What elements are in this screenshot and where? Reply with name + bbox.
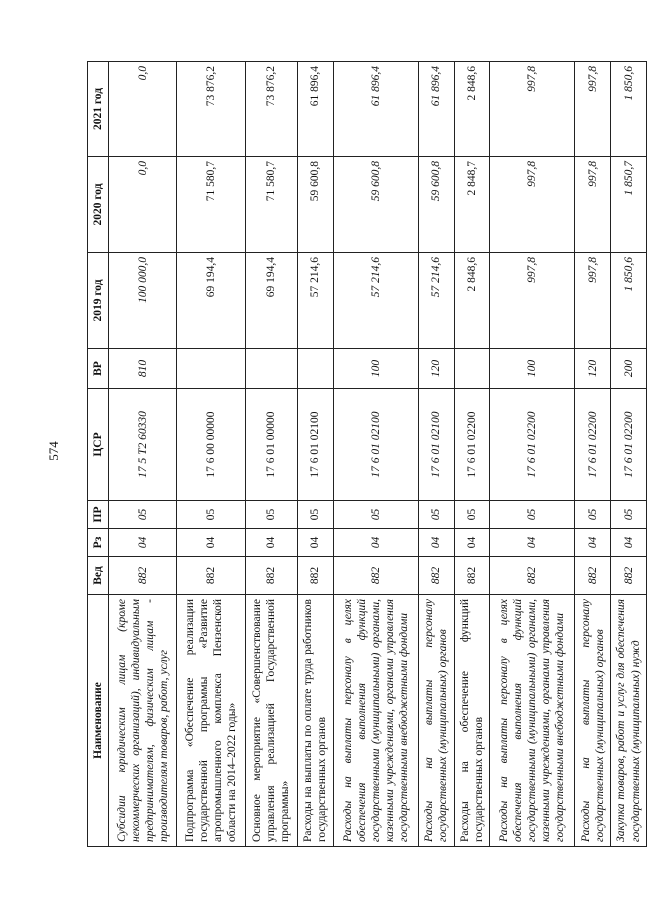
name-cell: Расходы на обеспечение функций государственных органов: [454, 595, 490, 847]
value-2019-cell: 57 214,6: [333, 253, 418, 349]
table-row: [297, 62, 333, 847]
ved-cell: 882: [109, 557, 177, 595]
vr-cell: 100: [490, 349, 575, 389]
value-2021-cell: 2 848,6: [454, 62, 490, 157]
pr-cell: 05: [490, 501, 575, 529]
pr-cell: 05: [109, 501, 177, 529]
value-2019-cell: 997,8: [490, 253, 575, 349]
table-row: [418, 62, 454, 847]
table-row: [454, 62, 490, 847]
rz-cell: 04: [245, 529, 297, 557]
rz-cell: 04: [418, 529, 454, 557]
name-cell: Основное мероприятие «Совершенствование управления реализацией Государственной программы»: [245, 595, 297, 847]
col-header-2020: 2020 год: [88, 157, 109, 253]
csr-cell: 17 6 01 02200: [611, 389, 647, 501]
ved-cell: 882: [575, 557, 611, 595]
name-cell: Расходы на выплаты по оплате труда работников государственных органов: [297, 595, 333, 847]
value-2020-cell: 997,8: [490, 157, 575, 253]
vr-cell: 100: [333, 349, 418, 389]
col-header-vr: ВР: [88, 349, 109, 389]
name-cell: Субсидии юридическим лицам (кроме некоммерческих организаций), индивидуальным предпринимателям, физическим лицам - производителям товаров, работ, услуг: [109, 595, 177, 847]
csr-cell: 17 6 01 02200: [575, 389, 611, 501]
value-2019-cell: 2 848,6: [454, 253, 490, 349]
ved-cell: 882: [611, 557, 647, 595]
ved-cell: 882: [490, 557, 575, 595]
value-2020-cell: 71 580,7: [245, 157, 297, 253]
rz-cell: 04: [575, 529, 611, 557]
pr-cell: 05: [297, 501, 333, 529]
csr-cell: 17 6 01 02100: [418, 389, 454, 501]
col-header-2019: 2019 год: [88, 253, 109, 349]
value-2020-cell: 997,8: [575, 157, 611, 253]
value-2021-cell: 0,0: [109, 62, 177, 157]
table-row: [177, 62, 245, 847]
ved-cell: 882: [454, 557, 490, 595]
value-2021-cell: 997,8: [575, 62, 611, 157]
value-2020-cell: 59 600,8: [418, 157, 454, 253]
table-row: [611, 62, 647, 847]
col-header-ved: Вед: [88, 557, 109, 595]
value-2019-cell: 997,8: [575, 253, 611, 349]
rz-cell: 04: [611, 529, 647, 557]
header-row: [88, 62, 109, 847]
rz-cell: 04: [109, 529, 177, 557]
value-2021-cell: 73 876,2: [245, 62, 297, 157]
rz-cell: 04: [297, 529, 333, 557]
table-row: [490, 62, 575, 847]
rz-cell: 04: [333, 529, 418, 557]
vr-cell: 120: [575, 349, 611, 389]
csr-cell: 17 6 01 02100: [333, 389, 418, 501]
value-2019-cell: 57 214,6: [297, 253, 333, 349]
value-2020-cell: 59 600,8: [333, 157, 418, 253]
budget-table: [87, 61, 647, 847]
value-2019-cell: 1 850,6: [611, 253, 647, 349]
ved-cell: 882: [297, 557, 333, 595]
vr-cell: 200: [611, 349, 647, 389]
table-row: [575, 62, 611, 847]
value-2021-cell: 1 850,6: [611, 62, 647, 157]
ved-cell: 882: [177, 557, 245, 595]
pr-cell: 05: [333, 501, 418, 529]
ved-cell: 882: [245, 557, 297, 595]
pr-cell: 05: [611, 501, 647, 529]
rotated-page-content: [87, 62, 647, 847]
pr-cell: 05: [575, 501, 611, 529]
page-number: 574: [46, 441, 61, 461]
pr-cell: 05: [245, 501, 297, 529]
ved-cell: 882: [418, 557, 454, 595]
value-2020-cell: 59 600,8: [297, 157, 333, 253]
value-2020-cell: 71 580,7: [177, 157, 245, 253]
value-2021-cell: 61 896,4: [418, 62, 454, 157]
vr-cell: 120: [418, 349, 454, 389]
value-2020-cell: 1 850,7: [611, 157, 647, 253]
table-row: [245, 62, 297, 847]
col-header-pr: ПР: [88, 501, 109, 529]
table-row: [109, 62, 177, 847]
value-2019-cell: 100 000,0: [109, 253, 177, 349]
csr-cell: 17 6 01 02200: [454, 389, 490, 501]
name-cell: Расходы на выплаты персоналу в целях обеспечения выполнения функций государственными (муниципальными) органами, казенными учреждениями, органами управления государственными внебюджетными фондами: [333, 595, 418, 847]
value-2021-cell: 73 876,2: [177, 62, 245, 157]
csr-cell: 17 5 Т2 60330: [109, 389, 177, 501]
value-2020-cell: 0,0: [109, 157, 177, 253]
name-cell: Закупка товаров, работ и услуг для обеспечения государственных (муниципальных) нужд: [611, 595, 647, 847]
name-cell: Расходы на выплаты персоналу государственных (муниципальных) органов: [418, 595, 454, 847]
value-2021-cell: 997,8: [490, 62, 575, 157]
vr-cell: 810: [109, 349, 177, 389]
value-2021-cell: 61 896,4: [333, 62, 418, 157]
value-2021-cell: 61 896,4: [297, 62, 333, 157]
col-header-rz: Рз: [88, 529, 109, 557]
pr-cell: 05: [454, 501, 490, 529]
name-cell: Расходы на выплаты персоналу государственных (муниципальных) органов: [575, 595, 611, 847]
csr-cell: 17 6 01 00000: [245, 389, 297, 501]
col-header-2021: 2021 год: [88, 62, 109, 157]
pr-cell: 05: [177, 501, 245, 529]
col-header-csr: ЦСР: [88, 389, 109, 501]
pr-cell: 05: [418, 501, 454, 529]
rz-cell: 04: [177, 529, 245, 557]
value-2019-cell: 57 214,6: [418, 253, 454, 349]
ved-cell: 882: [333, 557, 418, 595]
csr-cell: 17 6 00 00000: [177, 389, 245, 501]
rz-cell: 04: [454, 529, 490, 557]
csr-cell: 17 6 01 02100: [297, 389, 333, 501]
table-row: [333, 62, 418, 847]
rz-cell: 04: [490, 529, 575, 557]
name-cell: Расходы на выплаты персоналу в целях обеспечения выполнения функций государственными (муниципальными) органами, казенными учреждениями, органами управления государственными внебюджетными фондами: [490, 595, 575, 847]
value-2019-cell: 69 194,4: [245, 253, 297, 349]
value-2020-cell: 2 848,7: [454, 157, 490, 253]
vr-cell: [177, 349, 245, 389]
value-2019-cell: 69 194,4: [177, 253, 245, 349]
col-header-name: Наименование: [88, 595, 109, 847]
vr-cell: [297, 349, 333, 389]
csr-cell: 17 6 01 02200: [490, 389, 575, 501]
vr-cell: [454, 349, 490, 389]
vr-cell: [245, 349, 297, 389]
name-cell: Подпрограмма «Обеспечение реализации государственной программы «Развитие агропромышленного комплекса Пензенской области на 2014–2022 годы»: [177, 595, 245, 847]
table-body: [109, 62, 647, 847]
